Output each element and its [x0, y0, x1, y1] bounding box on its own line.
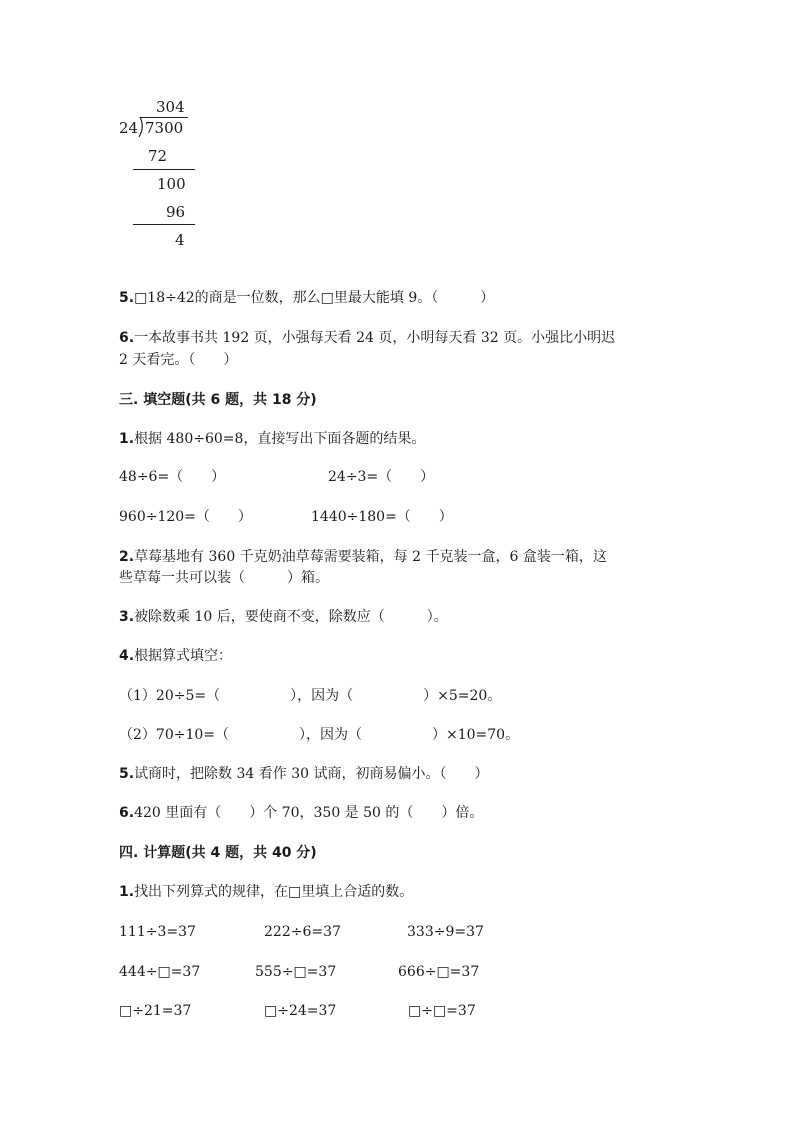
- fill-question-4: [119, 646, 232, 666]
- question-text: 草莓基地有 360 千克奶油草莓需要装箱，每 2 千克装一盒，6 盒装一箱，这: [134, 549, 607, 565]
- question-text: 根据 480÷60=8，直接写出下面各题的结果。: [134, 431, 426, 447]
- question-number: 1.: [119, 884, 135, 900]
- question-number: 4.: [119, 648, 135, 664]
- calc-cell-3-1: □÷21=37: [119, 1003, 192, 1019]
- question-text: 试商时，把除数 34 看作 30 试商，初商易偏小。（ ）: [134, 766, 489, 782]
- fill-q4-sub-2: （2）70÷10=（ ），因为（ ）×10=70。: [119, 727, 520, 743]
- dividend: 7300: [145, 119, 184, 137]
- question-number: 2.: [119, 549, 135, 565]
- fill-q1-item-4: 1440÷180=（ ）: [311, 509, 453, 525]
- step-line-1: [133, 169, 195, 170]
- judge-question-5: [119, 288, 494, 308]
- judge-question-6-line2: 2 天看完。（ ）: [119, 352, 238, 368]
- final-remainder: 4: [175, 231, 185, 249]
- step-line-2: [133, 224, 195, 225]
- fill-question-2-line2: 些草莓一共可以装（ ）箱。: [119, 570, 329, 586]
- calc-cell-1-2: 222÷6=37: [264, 924, 341, 940]
- step-subtract-1: 72: [148, 147, 168, 165]
- calc-cell-1-1: 111÷3=37: [119, 924, 196, 940]
- question-text: 420 里面有（ ）个 70，350 是 50 的（ ）倍。: [134, 805, 484, 821]
- question-text: □18÷42的商是一位数，那么□里最大能填 9。（ ）: [134, 290, 495, 306]
- calc-cell-2-1: 444÷□=37: [119, 964, 201, 980]
- question-text: 根据算式填空：: [134, 648, 233, 664]
- calc-cell-3-3: □÷□=37: [408, 1003, 476, 1019]
- calc-question-1: [119, 882, 413, 902]
- fill-q1-item-2: 24÷3=（ ）: [328, 469, 435, 485]
- judge-question-6-line1: [119, 328, 615, 348]
- question-text: 被除数乘 10 后，要使商不变，除数应（ ）。: [134, 609, 448, 625]
- question-number: 6.: [119, 805, 135, 821]
- fill-question-3: [119, 607, 448, 627]
- step-subtract-2: 96: [166, 203, 186, 221]
- fill-question-1: [119, 429, 425, 449]
- quotient: 304: [156, 98, 185, 116]
- fill-question-2-line1: [119, 547, 607, 567]
- question-number: 5.: [119, 766, 135, 782]
- question-number: 6.: [119, 330, 135, 346]
- fill-q1-item-1: 48÷6=（ ）: [119, 469, 226, 485]
- calc-cell-2-3: 666÷□=37: [398, 964, 480, 980]
- divisor: 24: [119, 119, 139, 137]
- section-title-calculation: 四. 计算题(共 4 题，共 40 分): [119, 845, 317, 861]
- calc-cell-1-3: 333÷9=37: [407, 924, 484, 940]
- fill-question-5: [119, 764, 489, 784]
- fill-q1-item-3: 960÷120=（ ）: [119, 509, 252, 525]
- step-remainder-1: 100: [157, 175, 186, 193]
- calc-cell-3-2: □÷24=37: [264, 1003, 337, 1019]
- question-number: 5.: [119, 290, 135, 306]
- question-number: 1.: [119, 431, 135, 447]
- question-text: 找出下列算式的规律，在□里填上合适的数。: [134, 884, 414, 900]
- question-number: 3.: [119, 609, 135, 625]
- fill-q4-sub-1: （1）20÷5=（ ），因为（ ）×5=20。: [119, 688, 502, 704]
- question-text: 一本故事书共 192 页，小强每天看 24 页，小明每天看 32 页。小强比小明迟: [134, 330, 616, 346]
- section-title-fill-blank: 三. 填空题(共 6 题，共 18 分): [119, 392, 317, 408]
- calc-cell-2-2: 555÷□=37: [255, 964, 337, 980]
- quotient-bar: [140, 117, 188, 118]
- fill-question-6: [119, 803, 483, 823]
